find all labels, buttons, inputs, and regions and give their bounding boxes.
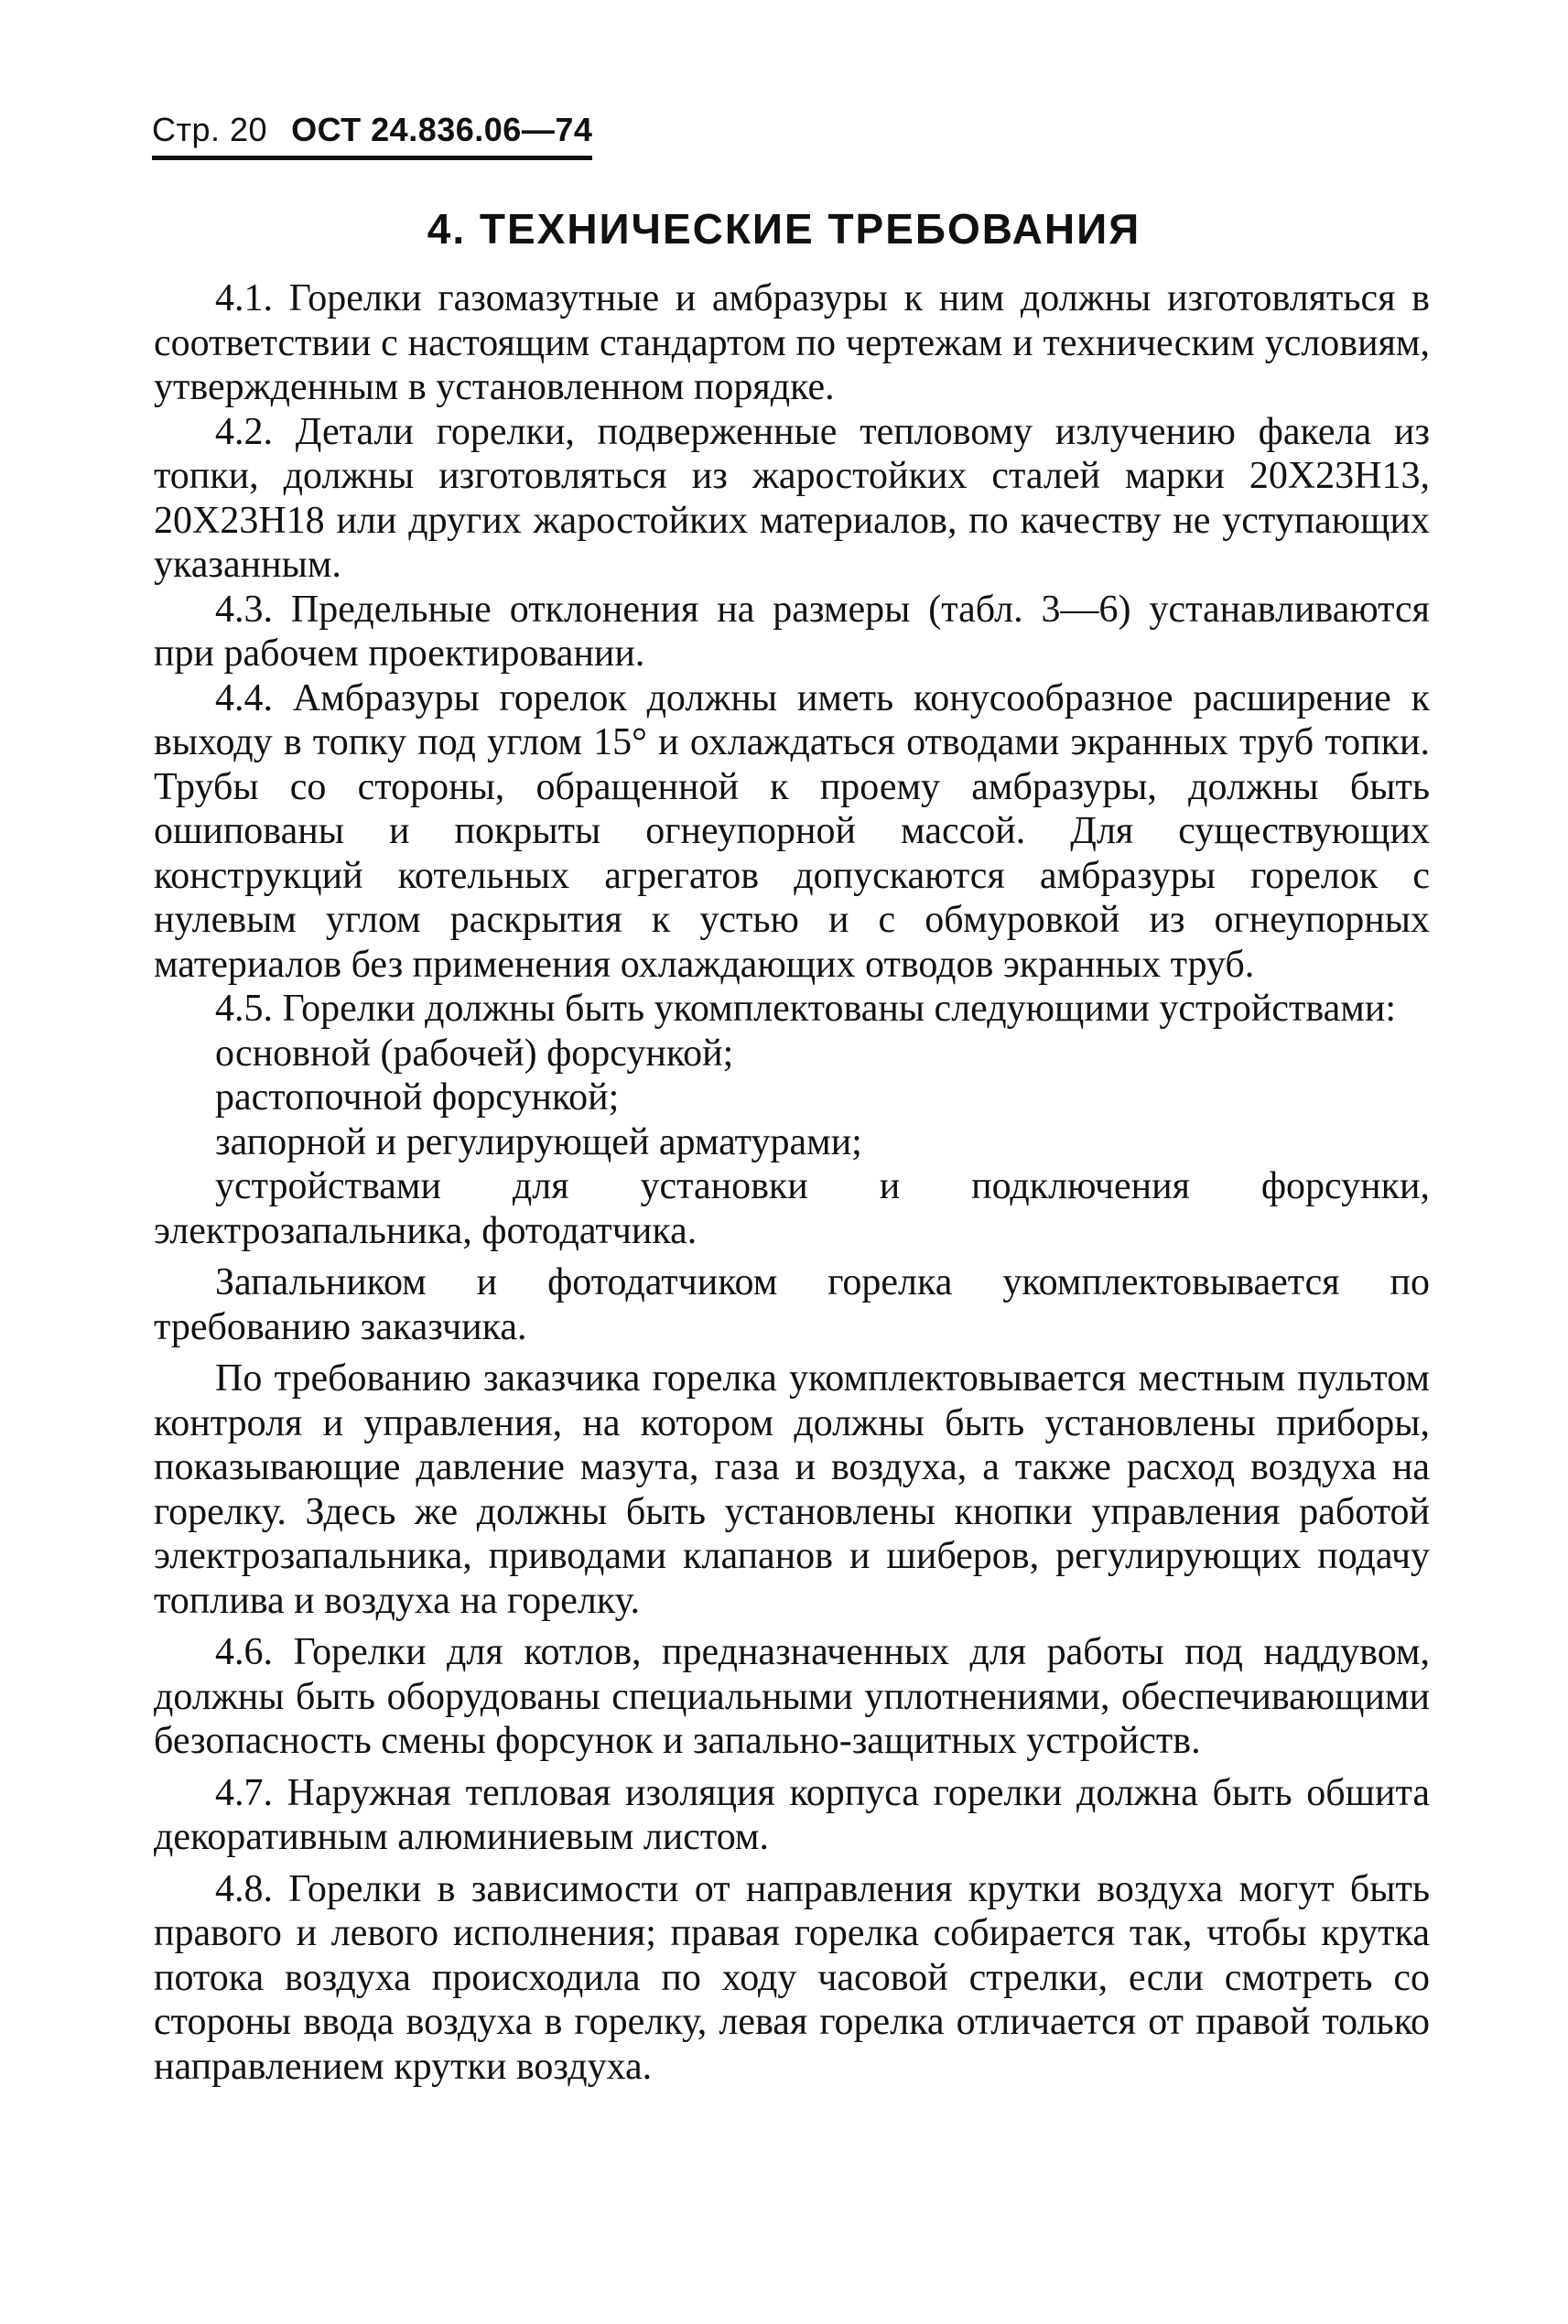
list-item: устройствами для установки и подключения форсунки, электрозапальника, фотодатчика. [154, 1165, 1430, 1252]
paragraph-4-4: 4.4. Амбразуры горелок должны иметь конусообразное расширение к выходу в топку под углом 15° и охлаждаться отводами экранных труб топки. Трубы со стороны, обращенной к проему амбразуры, должны быть ошипованы и покрыты огнеупорной массой. Для существующих конструкций котельных агрегатов допускаются амбразуры горелок с нулевым углом раскрытия к устью и с обмуровкой из огнеупорных материалов без применения охлаждающих отводов экранных труб. [154, 676, 1430, 986]
paragraph-4-5-console: По требованию заказчика горелка укомплектовывается местным пультом контроля и управления, на котором должны быть установлены приборы, показывающие давление мазута, газа и воздуха, а также расход воздуха на горелку. Здесь же должны быть установлены кнопки управления работой электрозапальника, приводами клапанов и шиберов, регулирующих подачу топлива и воздуха на горелку. [154, 1357, 1430, 1622]
list-item: запорной и регулирующей арматурами; [215, 1120, 862, 1163]
paragraph-4-3: 4.3. Предельные отклонения на размеры (табл. 3—6) устанавливаются при рабочем проектировании. [154, 588, 1430, 675]
list-item: основной (рабочей) форсункой; [215, 1032, 734, 1075]
document-body [154, 276, 1430, 2089]
paragraph-4-6: 4.6. Горелки для котлов, предназначенных для работы под наддувом, должны быть оборудованы специальными уплотнениями, обеспечивающими безопасность смены форсунок и запально-защитных устройств. [154, 1631, 1430, 1762]
paragraph-4-5-note: Запальником и фотодатчиком горелка укомплектовывается по требованию заказчика. [154, 1261, 1430, 1348]
standard-code: ОСТ 24.836.06—74 [291, 111, 593, 148]
page-number: Стр. 20 [152, 111, 268, 148]
paragraph-4-5: 4.5. Горелки должны быть укомплектованы следующими устройствами: [215, 988, 1396, 1030]
paragraph-4-8: 4.8. Горелки в зависимости от направления крутки воздуха могут быть правого и левого исполнения; правая горелка собирается так, чтобы крутка потока воздуха происходила по ходу часовой стрелки, если смотреть со стороны ввода воздуха в горелку, левая горелка отличается от правой только направлением крутки воздуха. [154, 1867, 1430, 2088]
paragraph-4-1: 4.1. Горелки газомазутные и амбразуры к ним должны изготовляться в соответствии с настоящим стандартом по чертежам и техническим условиям, утвержденным в установленном порядке. [154, 277, 1430, 408]
paragraph-4-7: 4.7. Наружная тепловая изоляция корпуса горелки должна быть обшита декоративным алюминиевым листом. [154, 1771, 1430, 1858]
page-header [152, 110, 592, 160]
paragraph-4-2: 4.2. Детали горелки, подверженные тепловому излучению факела из топки, должны изготовляться из жаростойких сталей марки 20Х23Н13, 20Х23Н18 или других жаростойких материалов, по качеству не уступающих указанным. [154, 410, 1430, 586]
section-title: 4. ТЕХНИЧЕСКИЕ ТРЕБОВАНИЯ [427, 205, 1141, 253]
list-item: растопочной форсункой; [215, 1076, 620, 1119]
